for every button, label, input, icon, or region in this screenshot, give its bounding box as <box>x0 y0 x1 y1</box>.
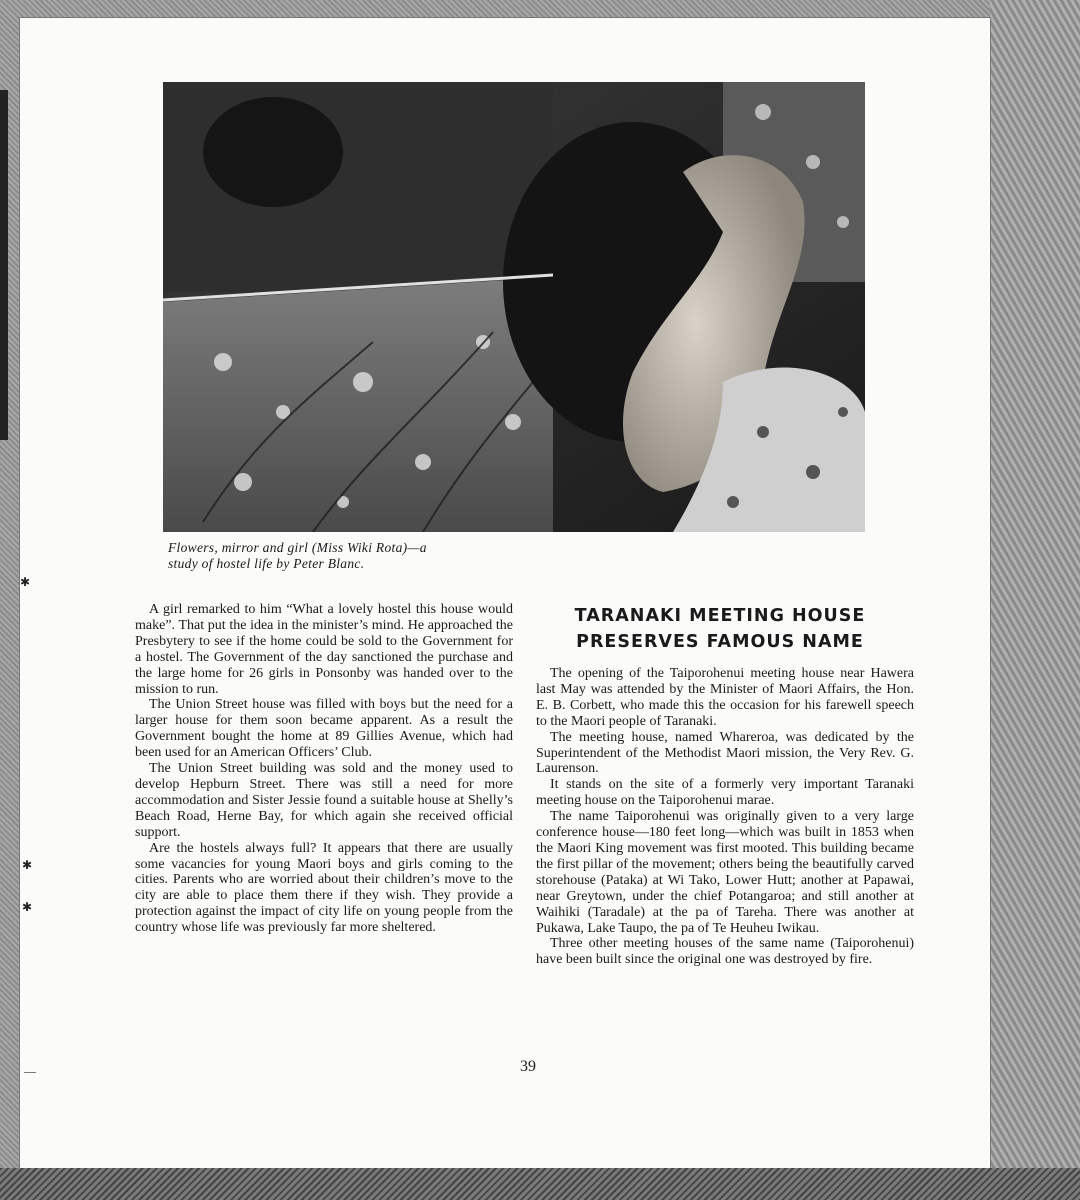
meeting-house-article-column <box>536 666 914 968</box>
scan-speck: — <box>24 1064 36 1078</box>
headline-line-1: TARANAKI MEETING HOUSE <box>574 606 866 626</box>
caption-line-2: study of hostel life by Peter Blanc. <box>168 556 365 571</box>
scan-edge-right <box>990 0 1080 1200</box>
reflected-head <box>203 97 343 207</box>
article-headline <box>545 603 895 655</box>
photo-caption <box>168 540 568 572</box>
paragraph: It stands on the site of a formerly very important Taranaki meeting house on the Taiporohenui marae. <box>536 777 914 809</box>
paragraph: The Union Street building was sold and the money used to develop Hepburn Street. There was still a need for more accommodation and Sister Jessie found a suitable house at Shelly’s Beach Road, Herne Bay, for which again she received official support. <box>135 761 513 840</box>
headline-line-2: PRESERVES FAMOUS NAME <box>576 632 864 652</box>
hostel-article-column <box>135 602 513 936</box>
scan-speck: ✱ <box>20 575 31 589</box>
scan-speck: ✱ <box>22 900 33 914</box>
photo-illustration <box>163 82 865 532</box>
paragraph: The opening of the Taiporohenui meeting house near Hawera last May was attended by the Minister of Maori Affairs, the Hon. E. B. Corbett, who made this the occasion for his farewell speech to the Maori people of Taranaki. <box>536 666 914 729</box>
scan-speck: ✱ <box>22 858 33 872</box>
scan-edge-bottom <box>0 1168 1080 1200</box>
paragraph: Are the hostels always full? It appears that there are usually some vacancies for young Maori boys and girls coming to the cities. Parents who are worried about their children’s move to the city are able to place them there if they wish. They provide a protection against the impact of city life on young people from the country whose life was previously far more sheltered. <box>135 840 513 936</box>
hostel-life-photograph <box>163 82 865 532</box>
page-number: 39 <box>520 1058 536 1075</box>
paragraph: The Union Street house was filled with boys but the need for a larger house for them soon became apparent. As a result the Government bought the home at 89 Gillies Avenue, which had been used for an American Officers’ Club. <box>135 697 513 761</box>
caption-line-1: Flowers, mirror and girl (Miss Wiki Rota)—a <box>168 540 427 555</box>
paragraph: The name Taiporohenui was originally given to a very large conference house—180 feet long—which was built in 1853 when the Maori King movement was first mooted. This building became the first pillar of the movement; others being the beautifully carved storehouse (Pataka) at Wi Tako, Lower Hutt; another at Papawai, near Greytown, under the chief Potangaroa; and still another at Waihiki (Taradale) at the pa of Tareha. There was another at Pukawa, Lake Taupo, the pa of Te Heuheu Iwikau. <box>536 809 914 936</box>
scan-edge-left <box>0 90 8 440</box>
paragraph: A girl remarked to him “What a lovely hostel this house would make”. That put the idea in the minister’s mind. He approached the Presbytery to see if the home could be sold to the Government for a hostel. The Government of the day sanctioned the purchase and the large home for 26 girls in Ponsonby was handed over to the mission to run. <box>135 602 513 697</box>
paragraph: Three other meeting houses of the same name (Taiporohenui) have been built since the original one was destroyed by fire. <box>536 936 914 968</box>
paragraph: The meeting house, named Whareroa, was dedicated by the Superintendent of the Methodist Maori mission, the Very Rev. G. Laurenson. <box>536 729 914 777</box>
